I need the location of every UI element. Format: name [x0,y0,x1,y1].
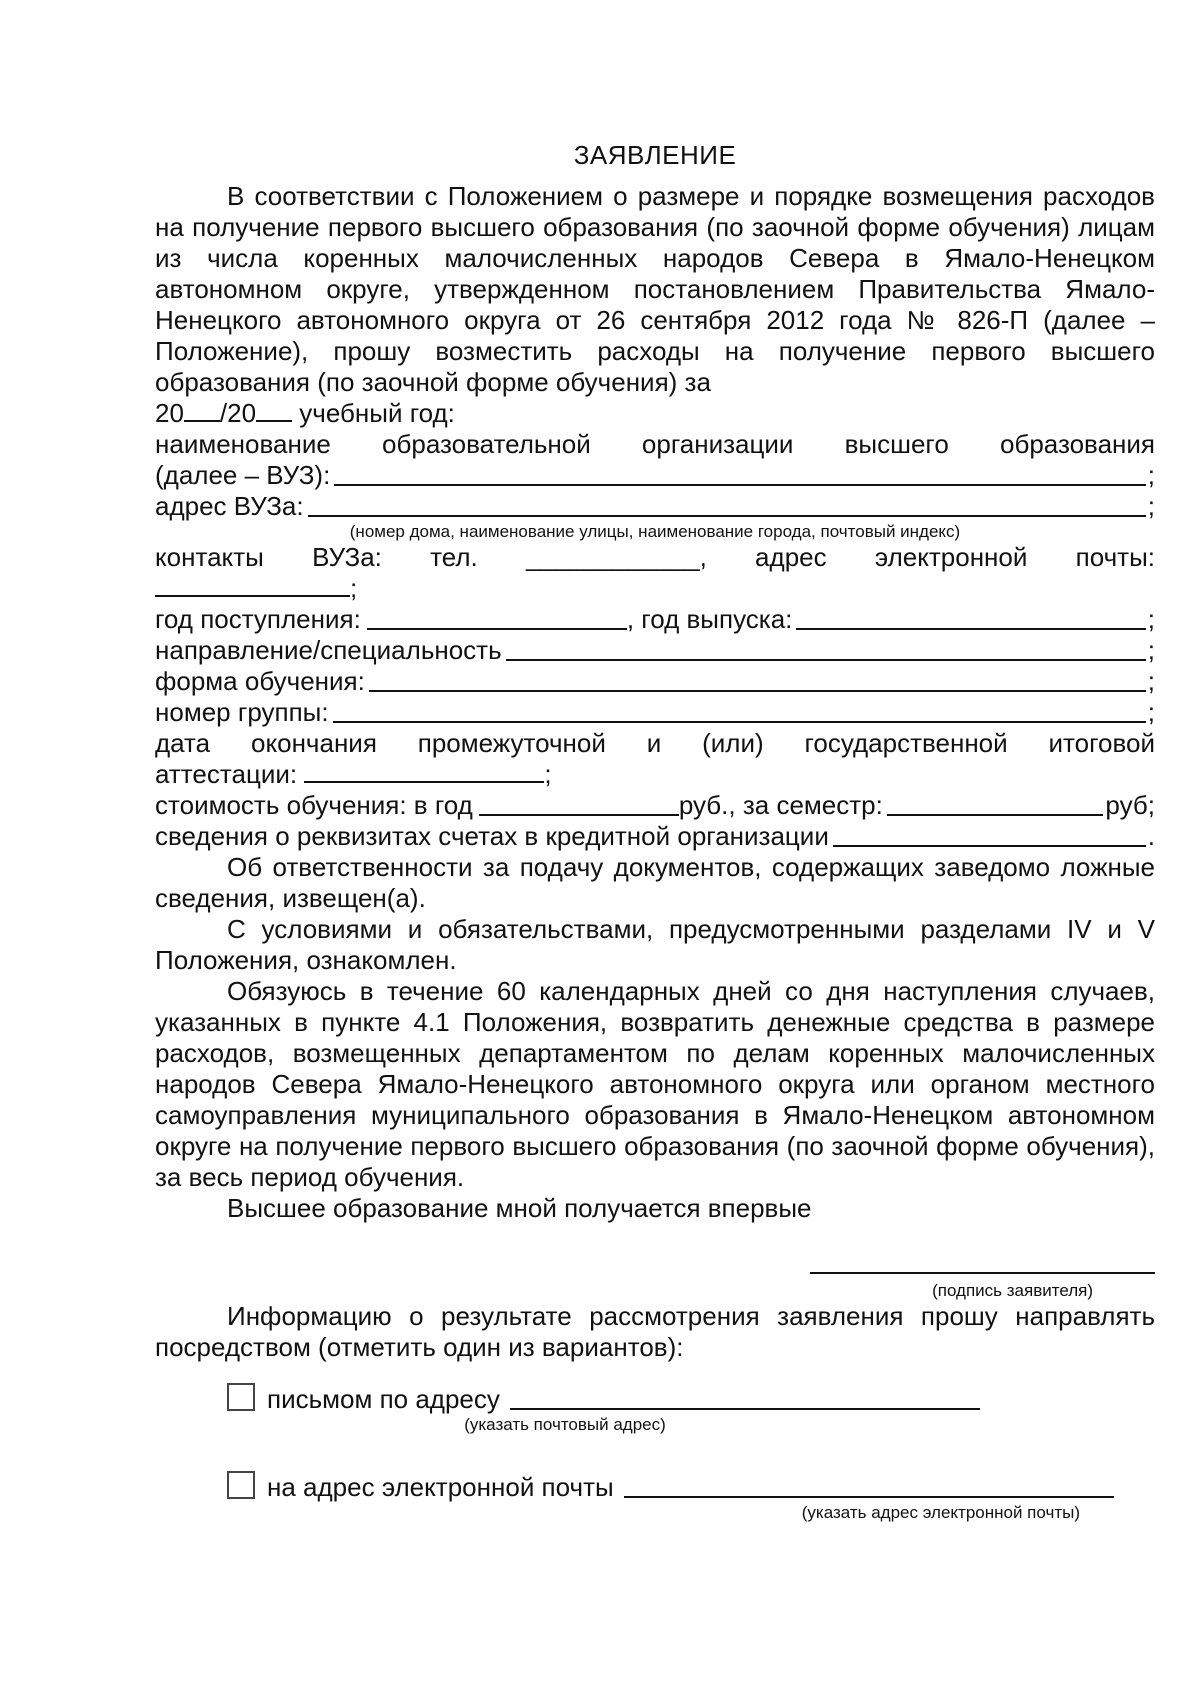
contacts-email-row [155,573,1155,604]
mail-checkbox[interactable] [227,1383,255,1411]
specialty-end: ; [1147,635,1155,665]
bank-label: сведения о реквизитах счетах в кредитной организации [155,821,829,851]
signature-hint: (подпись заявителя) [932,1281,1093,1300]
year-suffix: учебный год: [292,398,455,428]
year-start-field[interactable] [184,398,220,422]
university-name-end: ; [1147,460,1155,490]
mail-hint: (указать почтовый адрес) [464,1415,666,1434]
years-end: ; [1147,604,1155,634]
attestation-end: ; [544,759,552,789]
group-end: ; [1147,697,1155,727]
academic-year-line [155,398,1155,429]
bank-row [155,821,1155,852]
contacts-email-field[interactable] [155,573,350,597]
conditions-paragraph: С условиями и обязательствами, предусмотренными разделами IV и V Положения, ознакомлен. [155,914,1155,975]
email-hint: (указать адрес электронной почты) [801,1503,1080,1522]
attestation-line: дата окончания промежуточной и (или) государственной итоговой [155,728,1155,758]
option-email [227,1471,1155,1503]
attestation-row [155,759,1155,790]
option-mail [227,1383,1155,1415]
cost-rub1: руб., за семестр: [678,790,883,820]
university-name-row [155,460,1155,491]
cost-row [155,790,1155,821]
email-address-field[interactable] [624,1472,1114,1498]
year-prefix: 20 [155,398,184,428]
years-row [155,604,1155,635]
graduation-year-field[interactable] [796,604,1145,630]
application-form [155,140,1155,1523]
signature-block [155,1250,1155,1281]
specialty-label: направление/специальность [155,635,502,665]
university-address-end: ; [1147,491,1155,521]
group-label: номер группы: [155,697,329,727]
mail-address-field[interactable] [510,1384,980,1410]
year-middle: /20 [219,398,257,428]
document-title: ЗАЯВЛЕНИЕ [573,140,737,170]
admission-year-label: год поступления: [155,604,361,634]
mail-label: письмом по адресу [267,1384,500,1414]
study-form-label: форма обучения: [155,666,365,696]
cost-rub2: руб; [1105,790,1155,820]
bank-field[interactable] [833,821,1146,847]
admission-year-field[interactable] [367,606,627,630]
first-education-paragraph: Высшее образование мной получается впервые [227,1193,812,1223]
contacts-line: контакты ВУЗа: тел. ____________, адрес электронной почты: [155,542,1155,572]
specialty-row [155,635,1155,666]
email-checkbox[interactable] [227,1471,255,1499]
obligation-paragraph: Обязуюсь в течение 60 календарных дней со дня наступления случаев, указанных в пункте 4.1 Положения, возвратить денежные средства в размере расходов, возмещенных департаментом по делам коренных малочисленных народов Севера Ямало-Ненецкого автономного округа или органом местного самоуправления муниципального образования в Ямало-Ненецком автономном округе на получение первого высшего образования (по заочной форме обучения), за весь период обучения. [155,976,1155,1192]
graduation-year-label: , год выпуска: [626,604,793,634]
university-address-label: адрес ВУЗа: [155,491,304,521]
attestation-label: аттестации: [155,759,298,789]
university-name-field[interactable] [334,460,1145,486]
liability-paragraph: Об ответственности за подачу документов, содержащих заведомо ложные сведения, извещен(а). [155,852,1155,913]
contacts-end: ; [350,573,358,603]
cost-year-field[interactable] [479,792,679,816]
study-form-end: ; [1147,666,1155,696]
info-request-paragraph: Информацию о результате рассмотрения заявления прошу направлять посредством (отметить один из вариантов): [155,1301,1155,1362]
university-name-label: наименование образовательной организации высшего образования [155,429,1155,459]
group-row [155,697,1155,728]
attestation-field[interactable] [304,759,544,783]
university-address-hint: (номер дома, наименование улицы, наименование города, почтовый индекс) [349,522,961,541]
study-form-field[interactable] [369,666,1146,692]
signature-field[interactable] [810,1270,1155,1274]
university-address-field[interactable] [308,491,1146,517]
year-end-field[interactable] [256,398,292,422]
specialty-field[interactable] [506,635,1146,661]
cost-label: стоимость обучения: в год [155,790,473,820]
university-address-row [155,491,1155,522]
cost-semester-field[interactable] [887,790,1104,816]
university-name-label-2: (далее – ВУЗ): [155,460,331,490]
bank-end: . [1147,821,1155,851]
study-form-row [155,666,1155,697]
email-label: на адрес электронной почты [267,1472,614,1502]
group-field[interactable] [333,697,1146,723]
intro-paragraph: В соответствии с Положением о размере и порядке возмещения расходов на получение первого высшего образования (по заочной форме обучения) лицам из числа коренных малочисленных народов Севера в Ямало-Ненецком автономном округе, утвержденном постановлением Правительства Ямало-Ненецкого автономного округа от 26 сентября 2012 года № 826-П (далее – Положение), прошу возместить расходы на получение первого высшего образования (по заочной форме обучения) за [155,181,1155,397]
